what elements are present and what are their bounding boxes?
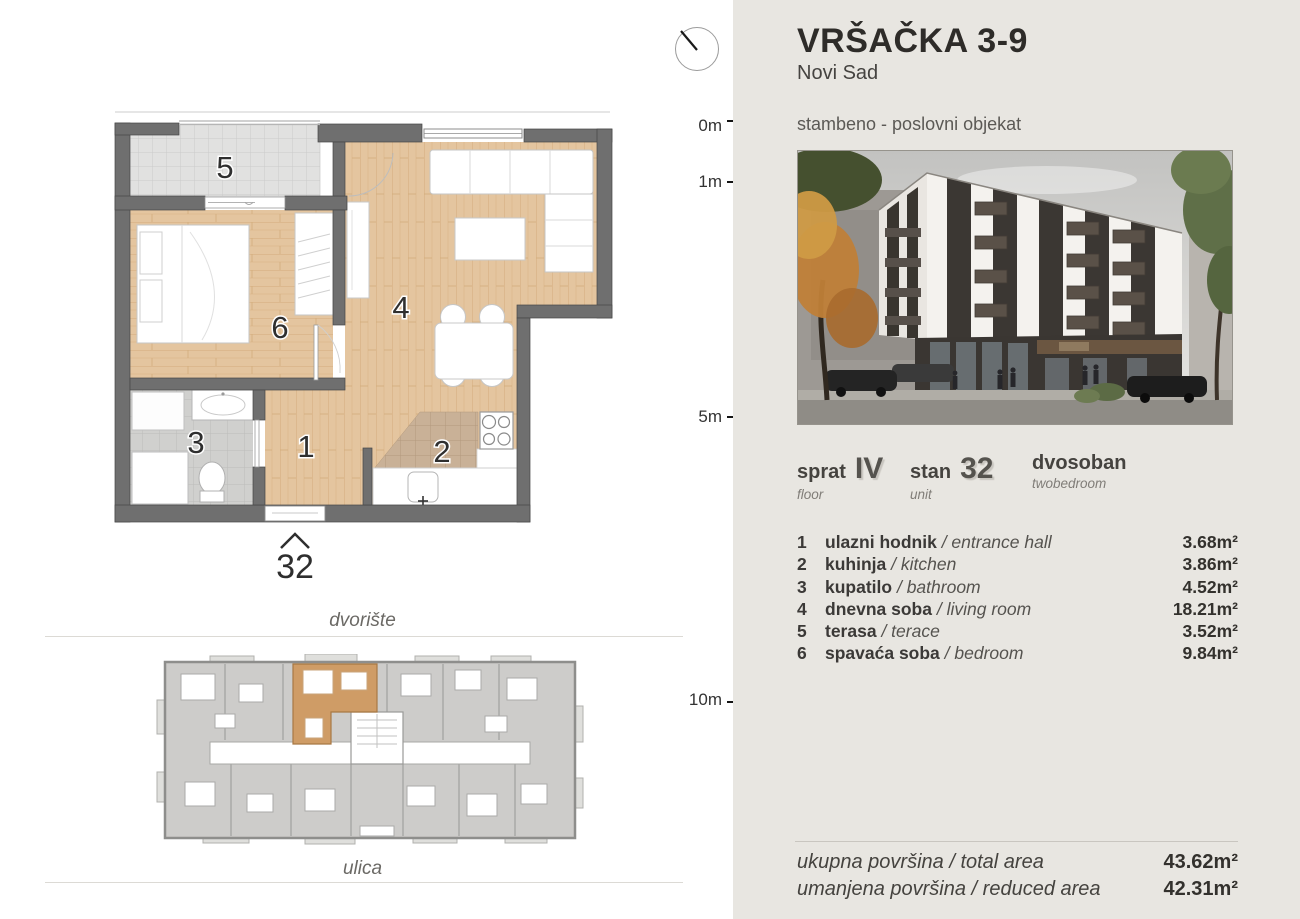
info-panel: [733, 0, 1300, 919]
total-area-label: ukupna površina / total area: [797, 851, 1044, 873]
room-name-en: / terace: [881, 621, 940, 642]
room-number: 1: [797, 532, 807, 552]
building-photo: [797, 150, 1233, 425]
room-area: 3.68m²: [1182, 532, 1238, 552]
bed: [137, 225, 249, 343]
total-area-row: [797, 849, 1238, 876]
compass-icon: [674, 26, 720, 72]
toilet: [199, 462, 225, 502]
room-name-sr: kupatilo: [825, 576, 893, 597]
totals: [797, 849, 1238, 903]
room-name-en: / entrance hall: [941, 532, 1052, 552]
room-row-5: [797, 620, 1238, 642]
reduced-area-row: [797, 876, 1238, 903]
room-name: [825, 576, 1183, 598]
room-area: 4.52m²: [1182, 576, 1238, 597]
apartment-type-info: [1032, 452, 1126, 491]
building-type-label: stambeno - poslovni objekat: [797, 114, 1022, 134]
unit-sublabel: unit: [910, 487, 932, 502]
plan-label-hall: 1: [297, 429, 315, 464]
page-title: VRŠAČKA 3-9: [797, 22, 1028, 60]
room-name-sr: spavaća soba: [825, 643, 940, 664]
room-area: 18.21m²: [1172, 598, 1238, 619]
room-area: 3.52m²: [1182, 621, 1238, 642]
entrance-door: [265, 506, 325, 521]
plan-label-living: 4: [392, 290, 410, 325]
totals-divider: [795, 841, 1238, 842]
room-name: [825, 598, 1173, 620]
room-row-4: [797, 598, 1238, 620]
apartment-type-sublabel: twobedroom: [1032, 476, 1107, 491]
plan-label-kitchen: 2: [433, 434, 451, 469]
reduced-area-label: umanjena površina / reduced area: [797, 878, 1101, 900]
apartment-floor-plan: [40, 110, 680, 580]
plan-label-bedroom: 6: [271, 310, 289, 345]
wardrobe: [295, 213, 333, 315]
apartment-type-value: dvosoban: [1032, 452, 1127, 474]
divider-street: [45, 882, 683, 883]
room-number: 5: [797, 621, 807, 642]
floor-info: [797, 452, 883, 502]
street-label: ulica: [342, 858, 383, 879]
room-number: 4: [797, 598, 807, 619]
total-area-value: 43.62m²: [1163, 851, 1238, 873]
unit-label: stan: [910, 461, 952, 483]
room-name: [825, 642, 1183, 664]
room-name-en: / bedroom: [944, 643, 1024, 664]
room-row-1: [797, 531, 1238, 553]
entrance-arrow-icon: [281, 534, 309, 548]
room-number: 6: [797, 643, 807, 664]
room-number: 3: [797, 576, 807, 597]
room-name-en: / bathroom: [896, 576, 981, 597]
floor-label: sprat: [797, 461, 846, 483]
room-row-2: [797, 553, 1238, 575]
scale-label-5m: 5m: [698, 407, 722, 426]
coffee-table: [455, 218, 525, 260]
room-name: [825, 620, 1183, 642]
room-name-sr: dnevna soba: [825, 598, 932, 619]
room-list: [797, 531, 1238, 665]
bathroom-door: [255, 420, 259, 467]
room-name-en: / living room: [936, 598, 1032, 619]
room-name-sr: terasa: [825, 621, 877, 642]
key-floor-plan: [155, 654, 585, 846]
room-row-3: [797, 576, 1238, 598]
room-name: [825, 531, 1183, 553]
room-row-6: [797, 642, 1238, 664]
tv-cabinet: [347, 202, 369, 298]
terrace-sliding-door: [205, 197, 285, 208]
floor-value: IV: [854, 452, 884, 485]
scale-label-1m: 1m: [698, 172, 722, 191]
room-name: [825, 553, 1183, 575]
scale-label-10m: 10m: [688, 690, 722, 709]
plan-label-bathroom: 3: [187, 425, 205, 460]
courtyard-label: dvorište: [329, 610, 396, 631]
washing-machine: [132, 452, 188, 504]
room-number: 2: [797, 554, 807, 575]
unit-value: 32: [960, 452, 994, 485]
room-area: 3.86m²: [1182, 554, 1238, 575]
city-label: Novi Sad: [797, 62, 879, 84]
window-living: [424, 129, 522, 138]
room-area: 9.84m²: [1182, 643, 1238, 664]
room-name-en: / kitchen: [891, 554, 957, 575]
shower-tray: [132, 392, 184, 430]
room-name-sr: ulazni hodnik: [825, 532, 937, 552]
reduced-area-value: 42.31m²: [1163, 878, 1238, 900]
room-name-sr: kuhinja: [825, 554, 887, 575]
key-plan-stairs: [351, 712, 403, 764]
stove: [480, 412, 513, 449]
unit-info: [910, 452, 994, 502]
bathroom-sink: [192, 390, 254, 420]
plan-label-terrace: 5: [216, 150, 234, 185]
divider-courtyard: [45, 636, 683, 637]
plan-unit-number: 32: [276, 548, 314, 580]
scale-label-0m: 0m: [698, 116, 722, 135]
floor-sublabel: floor: [797, 487, 824, 502]
